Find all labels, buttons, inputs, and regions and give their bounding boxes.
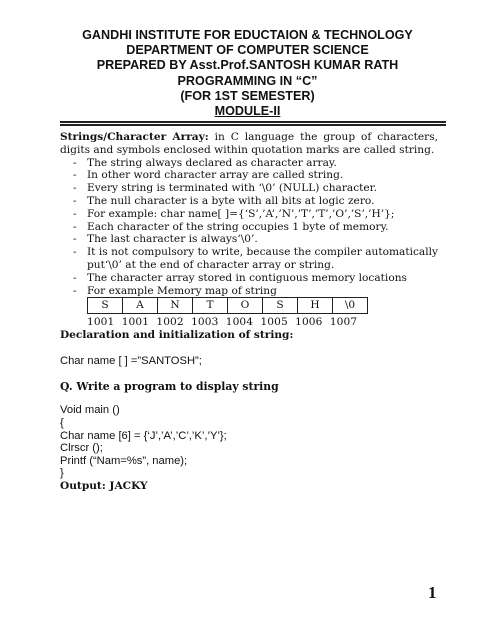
memory-cell: O bbox=[228, 298, 263, 314]
author-line: PREPARED BY Asst.Prof.SANTOSH KUMAR RATH bbox=[96, 58, 399, 73]
intro-term: Strings/Character Array: bbox=[60, 131, 209, 143]
memory-address: 1006 bbox=[295, 316, 323, 329]
memory-cell: A bbox=[123, 298, 158, 314]
course-title: PROGRAMMING IN “C” bbox=[177, 73, 318, 88]
program-output: Output: JACKY bbox=[60, 479, 148, 492]
list-item: - The character array stored in contiguous memory locations bbox=[60, 272, 438, 285]
declaration-code: Char name [ ] =”SANTOSH”; bbox=[60, 354, 202, 367]
list-item: - Every string is terminated with ‘\0’ (NULL) character. bbox=[60, 182, 438, 195]
memory-address: 1002 bbox=[156, 316, 184, 329]
memory-map-table bbox=[87, 297, 368, 314]
code-line: Void main () bbox=[60, 404, 120, 417]
memory-address: 1003 bbox=[191, 316, 219, 329]
code-line: Clrscr (); bbox=[60, 442, 103, 455]
declaration-heading: Declaration and initialization of string: bbox=[60, 329, 294, 342]
code-line: { bbox=[60, 416, 64, 429]
memory-addresses bbox=[87, 316, 438, 329]
list-item: - For example Memory map of string bbox=[60, 285, 438, 298]
memory-cell: T bbox=[193, 298, 228, 314]
page-number: 1 bbox=[428, 583, 437, 602]
code-line: } bbox=[60, 467, 64, 480]
intro-text: in C language the group of characters, digits and symbols enclosed within quotation marks are called string. bbox=[60, 131, 438, 156]
department-name: DEPARTMENT OF COMPUTER SCIENCE bbox=[126, 43, 369, 58]
memory-address: 1001 bbox=[121, 316, 150, 329]
list-item: - In other word character array are called string. bbox=[60, 169, 438, 182]
memory-address: 1007 bbox=[329, 316, 358, 329]
memory-map bbox=[87, 297, 438, 329]
memory-cell: S bbox=[263, 298, 298, 314]
intro-paragraph bbox=[60, 131, 438, 157]
institute-name: GANDHI INSTITUTE FOR EDUCTAION & TECHNOLOGY bbox=[82, 28, 413, 42]
header-divider bbox=[60, 121, 446, 123]
list-item: - The last character is always‘\0’. bbox=[60, 233, 438, 246]
list-item: - Each character of the string occupies 1 byte of memory. bbox=[60, 221, 438, 234]
memory-cell: H bbox=[298, 298, 333, 314]
memory-address: 1005 bbox=[260, 316, 288, 329]
memory-cell: S bbox=[88, 298, 123, 314]
memory-cell: \0 bbox=[333, 298, 368, 314]
list-item: - The string always declared as character array. bbox=[60, 157, 438, 170]
module-title: MODULE-II bbox=[214, 104, 281, 119]
list-item: - The null character is a byte with all bits at logic zero. bbox=[60, 195, 438, 208]
document-body bbox=[60, 131, 438, 493]
list-item: - It is not compulsory to write, because the compiler automatically put‘\0’ at the end of character array or string. bbox=[60, 246, 438, 272]
memory-address: 1004 bbox=[225, 316, 254, 329]
memory-cell: N bbox=[158, 298, 193, 314]
list-item: - For example: char name[ ]={‘S’,’A’,’N’,’T’,’T’,’O’,’S’,’H’}; bbox=[60, 208, 438, 221]
program-question: Q. Write a program to display string bbox=[60, 379, 279, 393]
code-line: Char name [6] = {‘J’,’A’,’C’,’K’,’Y’}; bbox=[60, 429, 227, 442]
document-header bbox=[0, 28, 495, 119]
memory-address: 1001 bbox=[87, 316, 115, 329]
program-code bbox=[60, 404, 438, 480]
code-line: Printf (“Nam=%s”, name); bbox=[60, 454, 188, 467]
header-divider-second bbox=[60, 124, 446, 126]
semester-line: (FOR 1ST SEMESTER) bbox=[180, 88, 315, 103]
string-points-list bbox=[60, 157, 438, 298]
